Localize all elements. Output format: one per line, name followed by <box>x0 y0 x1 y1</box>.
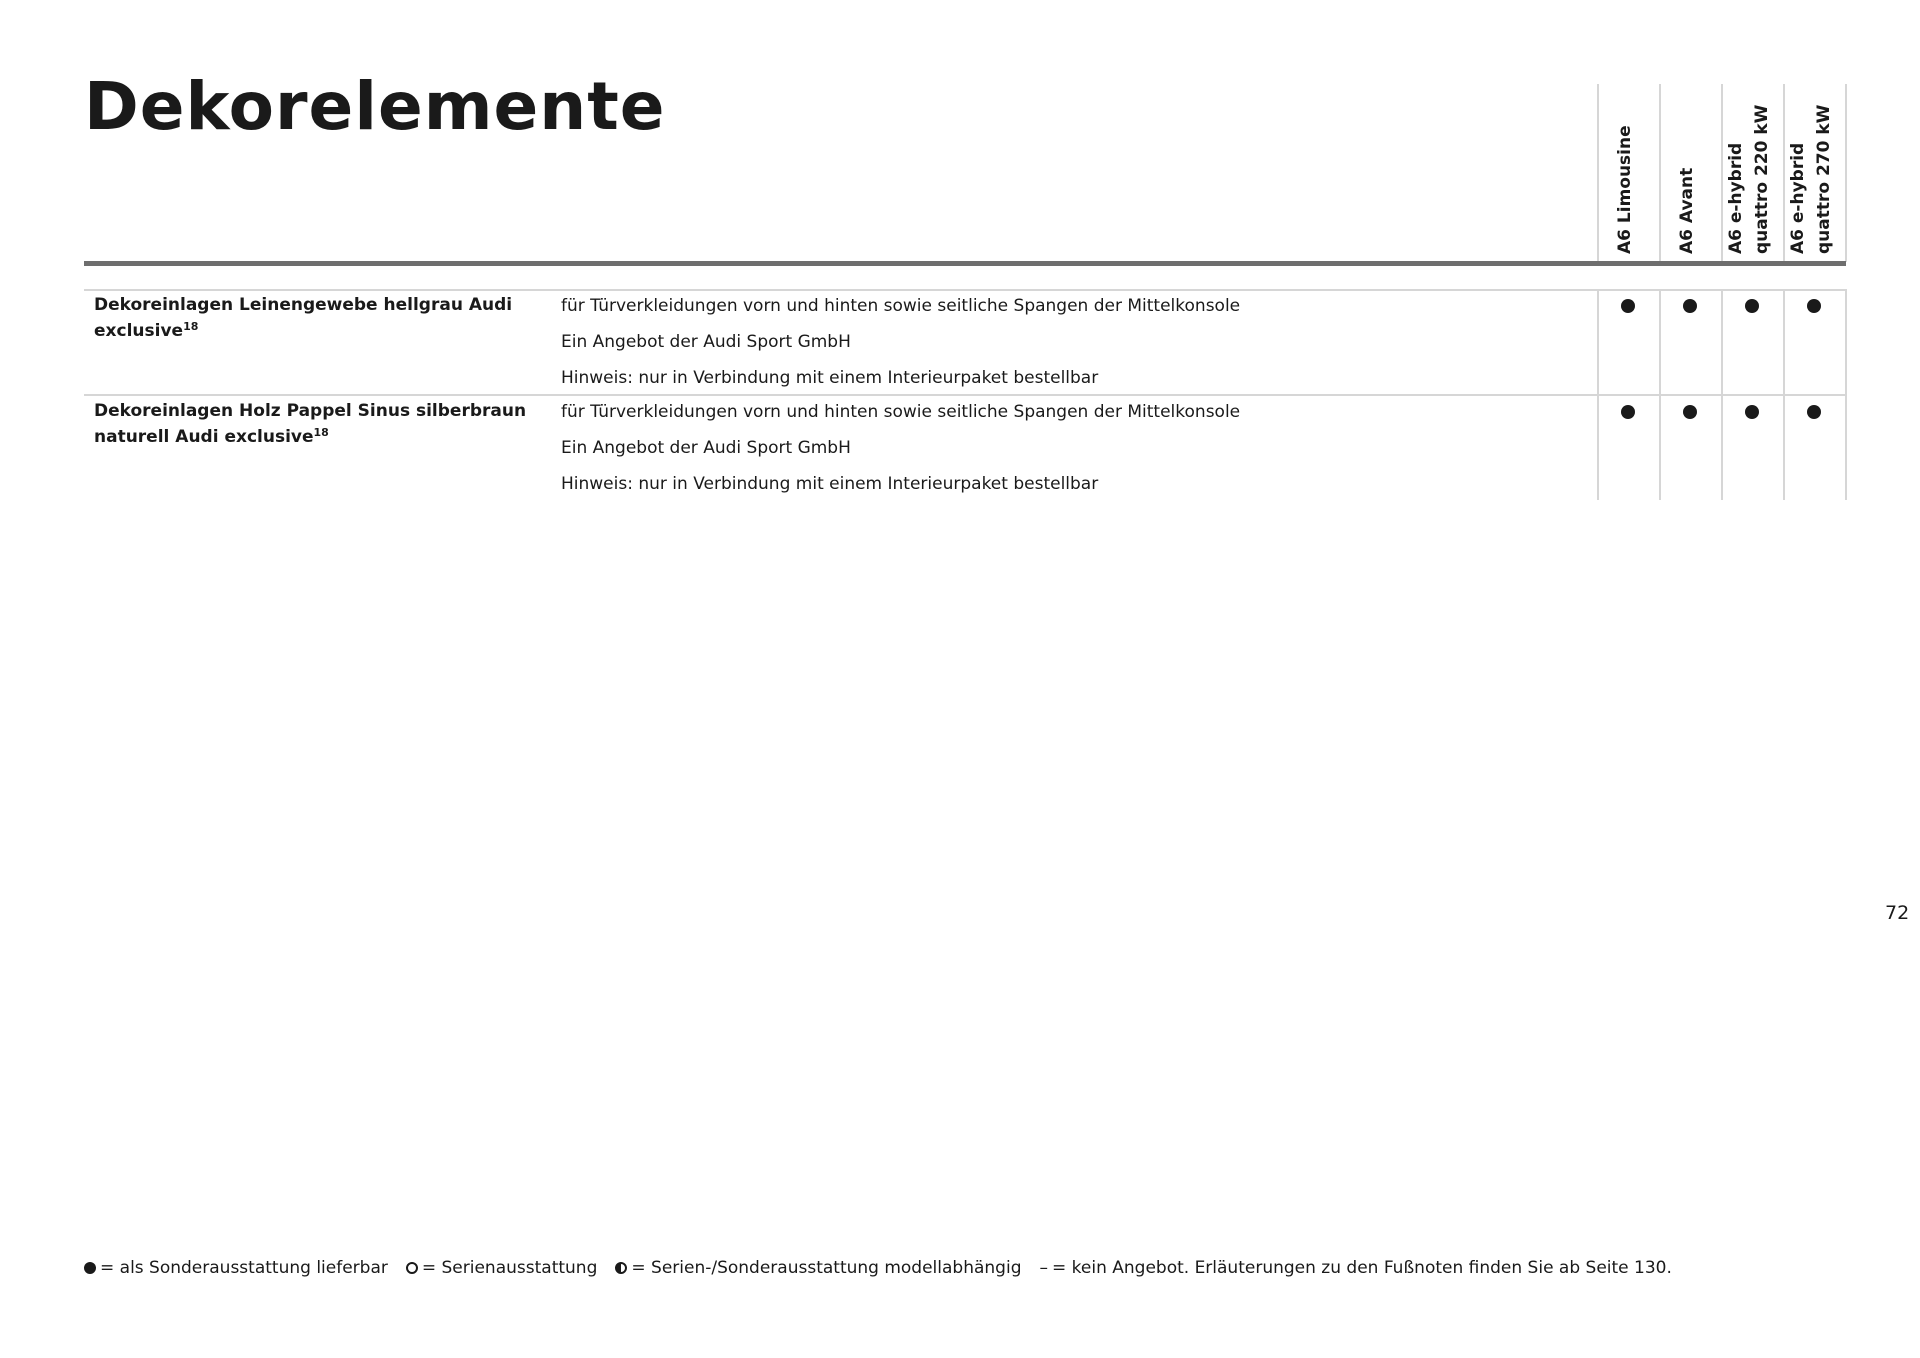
legend <box>84 1258 1690 1278</box>
row-description <box>561 288 1240 396</box>
legend-none <box>1040 1258 1672 1278</box>
row-title-text: Dekoreinlagen Leinengewebe hellgrau Audi exclusive <box>94 295 513 341</box>
description-line: Hinweis: nur in Verbindung mit einem Interieurpaket bestellbar <box>561 474 1099 494</box>
page-title: Dekorelemente <box>84 68 666 145</box>
filled-circle-icon <box>84 1262 96 1274</box>
column-divider <box>1783 289 1785 500</box>
availability-dot <box>1621 299 1635 313</box>
footnote-ref: 18 <box>183 320 199 333</box>
column-header-a6-ehybrid-270: A6 e-hybrid quattro 270 kW <box>1788 104 1834 254</box>
availability-dot <box>1683 299 1697 313</box>
description-line: für Türverkleidungen vorn und hinten sowie seitliche Spangen der Mittelkonsole <box>561 402 1241 422</box>
legend-model-dependent <box>615 1258 1021 1278</box>
legend-standard <box>406 1258 598 1278</box>
legend-text: = Serienausstattung <box>421 1258 598 1278</box>
column-divider <box>1597 289 1599 500</box>
table-row-title <box>94 398 534 450</box>
column-divider <box>1597 84 1599 262</box>
footnote-ref: 18 <box>313 426 329 439</box>
description-line: für Türverkleidungen vorn und hinten sowie seitliche Spangen der Mittelkonsole <box>561 296 1241 316</box>
column-header-a6-ehybrid-220: A6 e-hybrid quattro 220 kW <box>1726 104 1772 254</box>
row-title-text: Dekoreinlagen Holz Pappel Sinus silberbraun naturell Audi exclusive <box>94 401 527 447</box>
legend-text: = als Sonderausstattung lieferbar <box>100 1258 388 1278</box>
header-rule <box>84 261 1846 266</box>
empty-circle-icon <box>406 1262 418 1274</box>
availability-dot <box>1745 405 1759 419</box>
column-header-a6-limousine: A6 Limousine <box>1615 125 1635 254</box>
legend-optional <box>84 1258 388 1278</box>
half-circle-icon <box>615 1262 627 1274</box>
description-line: Ein Angebot der Audi Sport GmbH <box>561 438 851 458</box>
column-divider <box>1659 289 1661 500</box>
column-header-a6-avant: A6 Avant <box>1677 167 1697 254</box>
table-row-title <box>94 292 534 344</box>
legend-text: = kein Angebot. Erläuterungen zu den Fußnoten finden Sie ab Seite 130. <box>1052 1258 1672 1278</box>
availability-dot <box>1683 405 1697 419</box>
availability-dot <box>1621 405 1635 419</box>
availability-dot <box>1745 299 1759 313</box>
row-description <box>561 394 1240 502</box>
availability-dot <box>1807 405 1821 419</box>
dash-symbol: – <box>1039 1258 1048 1278</box>
description-line: Ein Angebot der Audi Sport GmbH <box>561 332 851 352</box>
page-number: 72 <box>1885 902 1910 924</box>
legend-text: = Serien-/Sonderausstattung modellabhängig <box>631 1258 1022 1278</box>
availability-dot <box>1807 299 1821 313</box>
column-divider <box>1845 289 1847 500</box>
column-divider <box>1721 289 1723 500</box>
description-line: Hinweis: nur in Verbindung mit einem Interieurpaket bestellbar <box>561 368 1099 388</box>
